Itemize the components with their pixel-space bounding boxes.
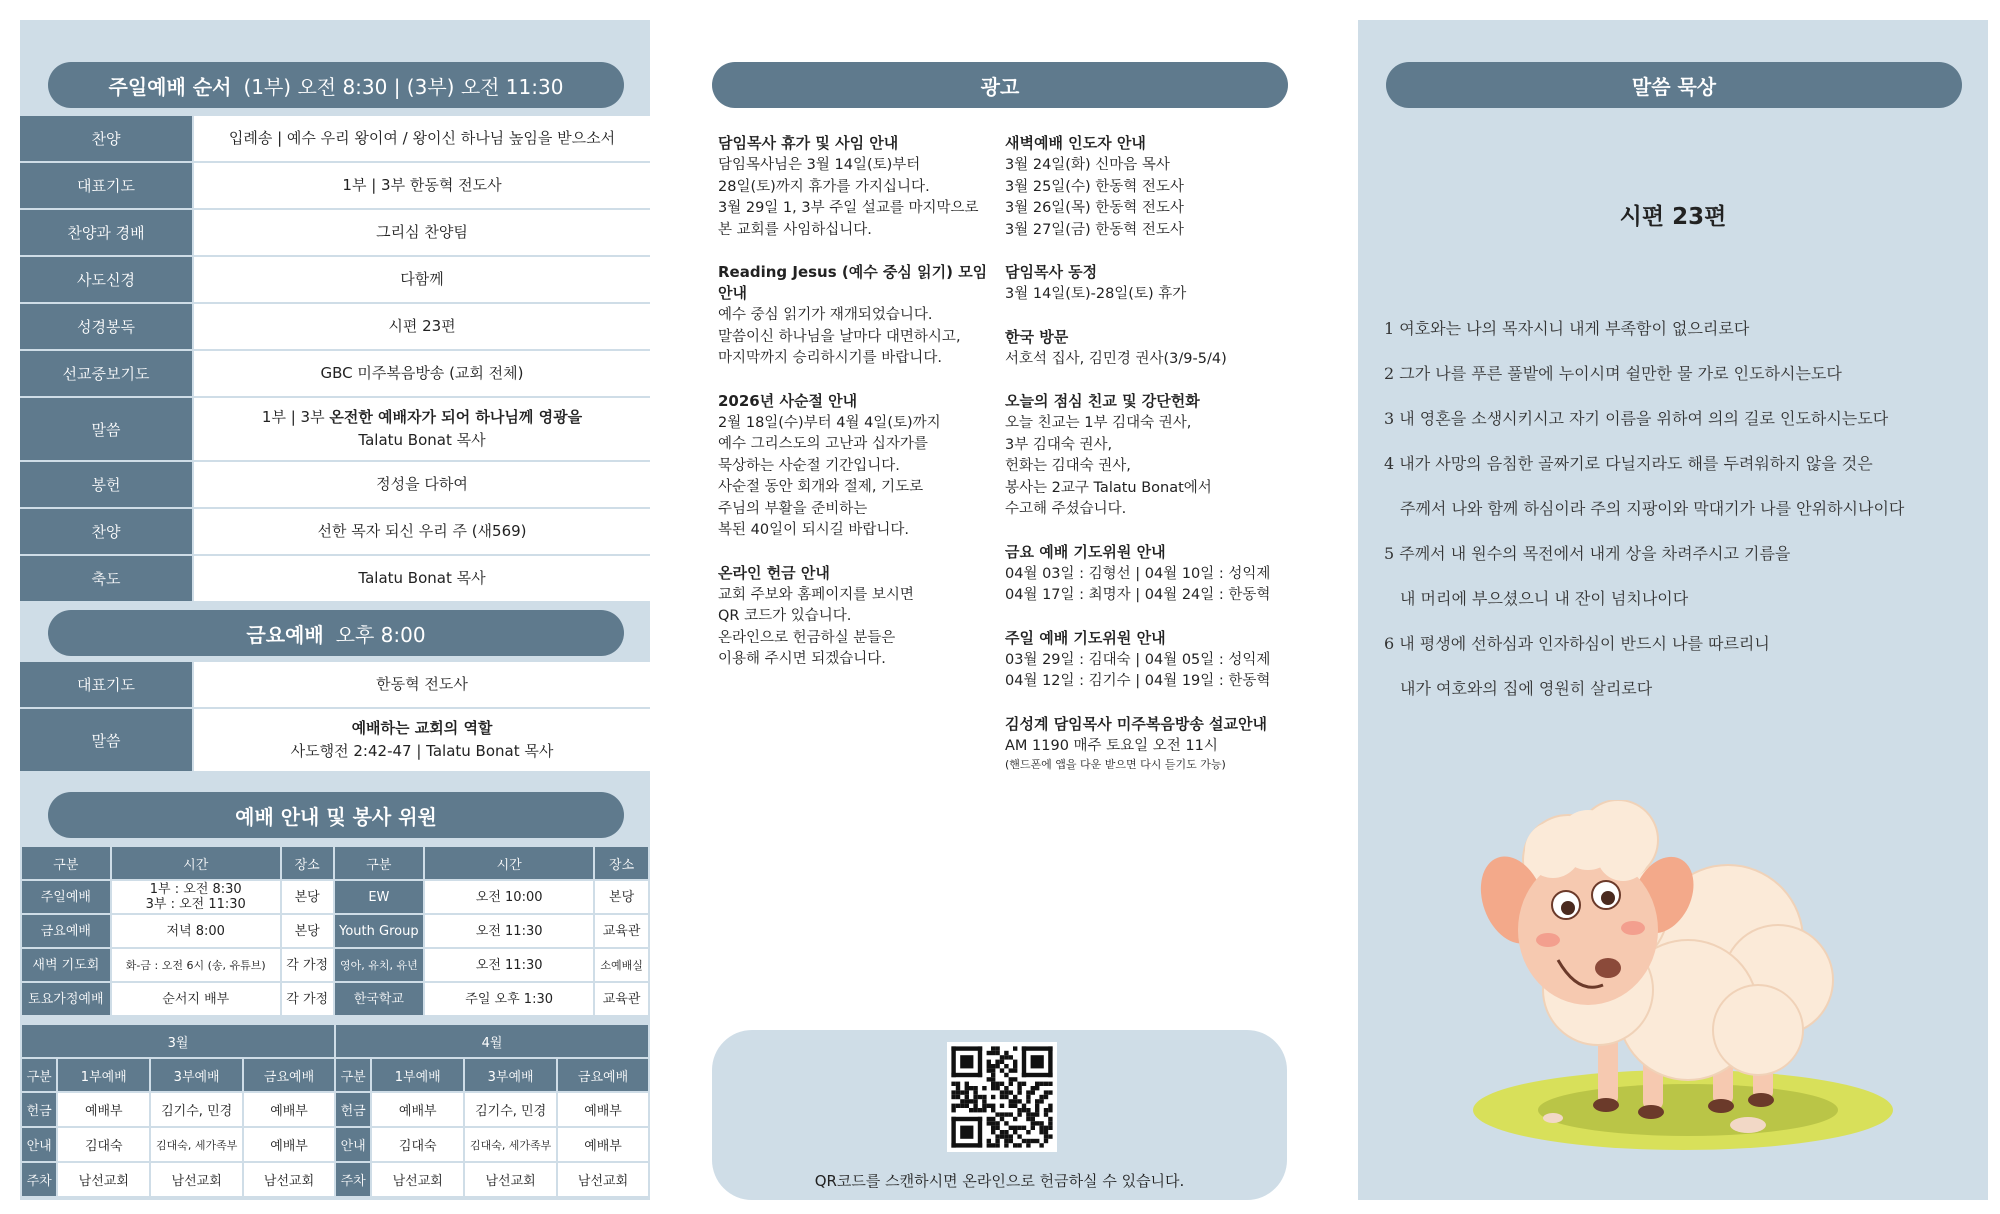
- announcement-line: 온라인으로 헌금하실 분들은: [718, 629, 896, 646]
- announcement-heading: 담임목사 동정: [1005, 263, 1098, 281]
- sunday-order-value: 정성을 다하여: [193, 461, 650, 508]
- guide-cell: 소예배실: [594, 948, 649, 982]
- announcement-body: [1005, 155, 1290, 241]
- announcement-line: 봉사는 2교구 Talatu Bonat에서: [1005, 479, 1212, 496]
- sunday-service-header: [48, 62, 624, 108]
- guide-cell: 순서지 배부: [111, 982, 281, 1016]
- duty-cell: 예배부: [57, 1092, 150, 1127]
- guide-row: [21, 948, 649, 982]
- friday-order-table: [20, 662, 650, 773]
- qr-section: [712, 1030, 1287, 1200]
- psalm-verse: 4 내가 사망의 음침한 골짜기로 다닐지라도 해를 두려워하지 않을 것은: [1384, 454, 1873, 473]
- announcement-line: 예수 중심 읽기가 재개되었습니다.: [718, 307, 933, 323]
- announcement: [718, 261, 998, 370]
- duty-col-header: 금요예배: [557, 1058, 649, 1092]
- announcement-heading: 주일 예배 기도위원 안내: [1005, 628, 1166, 647]
- ads-title: 광고: [980, 74, 1020, 99]
- duty-cell: 헌금: [335, 1092, 371, 1127]
- announcement-body: [1005, 413, 1290, 521]
- guide-cell: 본당: [281, 914, 334, 948]
- guide-cell: 교육관: [594, 982, 649, 1016]
- sunday-order-value: 다함께: [193, 256, 650, 303]
- sunday-order-label: 말씀: [20, 397, 193, 461]
- guide-cell: 저녁 8:00: [111, 914, 281, 948]
- psalm-verse: 1 여호와는 나의 목자시니 내게 부족함이 없으리로다: [1384, 319, 1750, 338]
- friday-time: 오후 8:00: [335, 622, 426, 647]
- announcement: [1005, 326, 1290, 371]
- sunday-order-label: 성경봉독: [20, 303, 193, 350]
- announcement-line: 03월 29일 : 김대숙 | 04월 05일 : 성익제: [1005, 651, 1271, 668]
- sunday-order-value: Talatu Bonat 목사: [193, 555, 650, 602]
- announcement-heading: 담임목사 휴가 및 사임 안내: [718, 134, 899, 152]
- duty-cell: 예배부: [557, 1127, 649, 1162]
- announcement-line: 예수 그리스도의 고난과 십자가를: [718, 436, 928, 452]
- guide-col-header: 구분: [21, 846, 111, 880]
- announcement-line: 묵상하는 사순절 기간입니다.: [718, 457, 900, 474]
- sunday-order-row: [20, 162, 650, 209]
- announcement: [1005, 390, 1290, 521]
- friday-order-row: [20, 708, 650, 772]
- sunday-order-label: 봉헌: [20, 461, 193, 508]
- duty-cell: 김기수, 민경: [464, 1092, 557, 1127]
- duty-row: [21, 1162, 649, 1197]
- duty-col-header: 3부예배: [150, 1058, 243, 1092]
- friday-order-row: [20, 662, 650, 708]
- guide-title: 예배 안내 및 봉사 위원: [235, 804, 437, 829]
- psalm-verse: 내가 여호와의 집에 영원히 살리로다: [1400, 679, 1653, 698]
- announcement-line: 3월 27일(금) 한동혁 전도사: [1005, 221, 1184, 238]
- duty-cell: 안내: [335, 1127, 371, 1162]
- duty-cell: 김대숙: [371, 1127, 464, 1162]
- psalm-verse: 주께서 나와 함께 하심이라 주의 지팡이와 막대기가 나를 안위하시나이다: [1400, 499, 1905, 518]
- guide-col-header: 장소: [594, 846, 649, 880]
- announcement-heading: 2026년 사순절 안내: [718, 391, 858, 410]
- announcement-line: 3월 29일 1, 3부 주일 설교를 마지막으로: [718, 200, 979, 216]
- duty-cell: 헌금: [21, 1092, 57, 1127]
- announcement-heading: 오늘의 점심 친교 및 강단헌화: [1005, 392, 1200, 410]
- sunday-order-row: [20, 209, 650, 256]
- sunday-time: (1부) 오전 8:30 | (3부) 오전 11:30: [243, 74, 564, 99]
- sunday-order-label: 대표기도: [20, 162, 193, 209]
- guide-row: [21, 914, 649, 948]
- psalm-verse: 2 그가 나를 푸른 풀밭에 누이시며 쉴만한 물 가로 인도하시는도다: [1384, 364, 1842, 383]
- sunday-order-label: 찬양과 경배: [20, 209, 193, 256]
- announcement-body: [1005, 564, 1290, 607]
- guide-cell: 주일 오후 1:30: [424, 982, 594, 1016]
- left-panel: [20, 20, 650, 1200]
- announcement-body: [1005, 284, 1290, 306]
- announcement-line: 3월 26일(목) 한동혁 전도사: [1005, 200, 1184, 216]
- duty-cell: 남선교회: [371, 1162, 464, 1197]
- announcement-line: 04월 03일 : 김형선 | 04월 10일 : 성익제: [1005, 565, 1271, 582]
- sunday-order-value: 그리심 찬양팀: [193, 209, 650, 256]
- announcement-line: 3월 14일(토)-28일(토) 휴가: [1005, 286, 1187, 302]
- qr-caption: QR코드를 스캔하시면 온라인으로 헌금하실 수 있습니다.: [814, 1172, 1185, 1190]
- duty-cell: 주차: [335, 1162, 371, 1197]
- sunday-order-value: GBC 미주복음방송 (교회 전체): [193, 350, 650, 397]
- guide-cell: 주일예배: [21, 880, 111, 914]
- announcement-line: 담임목사님은 3월 14일(토)부터: [718, 157, 921, 173]
- sunday-order-value: 시편 23편: [193, 303, 650, 350]
- friday-order-label: 대표기도: [20, 662, 193, 708]
- guide-header: [48, 792, 624, 838]
- announcement-line: 04월 17일 : 최명자 | 04월 24일 : 한동혁: [1005, 587, 1271, 603]
- announcement-line: 본 교회를 사임하십니다.: [718, 221, 872, 238]
- announcement-line: 2월 18일(수)부터 4월 4일(토)까지: [718, 414, 941, 431]
- sunday-order-value: 선한 목자 되신 우리 주 (새569): [193, 508, 650, 555]
- announcement-body: [1005, 650, 1290, 693]
- announcement-line: 교회 주보와 홈페이지를 보시면: [718, 586, 914, 603]
- friday-order-sermon-line: [195, 717, 649, 740]
- sunday-order-label: 사도신경: [20, 256, 193, 303]
- guide-col-header: 시간: [111, 846, 281, 880]
- sermon-title: 예배하는 교회의 역할: [351, 719, 493, 737]
- announcement-line: 3월 24일(화) 신마음 목사: [1005, 157, 1170, 173]
- announcement-line: 3월 25일(수) 한동혁 전도사: [1005, 178, 1184, 195]
- sermon-detail: Talatu Bonat 목사: [358, 431, 486, 449]
- duty-cell: 예배부: [371, 1092, 464, 1127]
- duty-col-header: 1부예배: [57, 1058, 150, 1092]
- sunday-order-row: [20, 508, 650, 555]
- duty-cell: 김대숙, 세가족부: [464, 1127, 557, 1162]
- guide-cell: 영아, 유치, 유년: [334, 948, 425, 982]
- guide-cell: 화-금 : 오전 6시 (송, 유튜브): [111, 948, 281, 982]
- friday-order-value: [193, 708, 650, 772]
- sunday-order-row: [20, 116, 650, 162]
- guide-cell: 1부 : 오전 8:30 3부 : 오전 11:30: [111, 880, 281, 914]
- guide-cell: EW: [334, 880, 425, 914]
- guide-cell: 각 가정: [281, 948, 334, 982]
- announcement-line: AM 1190 매주 토요일 오전 11시: [1005, 737, 1218, 754]
- guide-cell: 오전 11:30: [424, 914, 594, 948]
- duty-cell: 남선교회: [464, 1162, 557, 1197]
- duty-cell: 김대숙: [57, 1127, 150, 1162]
- guide-cell: 본당: [594, 880, 649, 914]
- announcement-body: [718, 413, 998, 542]
- announcement-heading: 금요 예배 기도위원 안내: [1005, 542, 1166, 561]
- announcement-line: QR 코드가 있습니다.: [718, 608, 852, 624]
- sunday-order-label: 찬양: [20, 116, 193, 162]
- announcement-line: 오늘 친교는 1부 김대숙 권사,: [1005, 415, 1192, 431]
- announcement-heading: 새벽예배 인도자 안내: [1005, 134, 1146, 152]
- announcement-line: 04월 12일 : 김기수 | 04월 19일 : 한동혁: [1005, 673, 1271, 689]
- announcement-line: 28일(토)까지 휴가를 가지십니다.: [718, 178, 930, 195]
- friday-title: 금요예배: [246, 622, 324, 647]
- duty-row: [21, 1127, 649, 1162]
- duty-cell: 김대숙, 세가족부: [150, 1127, 243, 1162]
- guide-cell: 한국학교: [334, 982, 425, 1016]
- announcement-line: 마지막까지 승리하시기를 바랍니다.: [718, 350, 942, 366]
- psalm-verse: 6 내 평생에 선하심과 인자하심이 반드시 나를 따르리니: [1384, 634, 1770, 653]
- sunday-order-table: [20, 116, 650, 603]
- duty-cell: 남선교회: [243, 1162, 335, 1197]
- announcement-line: 이용해 주시면 되겠습니다.: [718, 651, 886, 667]
- duty-cell: 남선교회: [150, 1162, 243, 1197]
- duty-cell: 김기수, 민경: [150, 1092, 243, 1127]
- announcement: [718, 132, 998, 241]
- meditation-title: 말씀 묵상: [1631, 74, 1717, 99]
- guide-col-header: 구분: [334, 846, 425, 880]
- guide-row: [21, 880, 649, 914]
- psalm-verse: 3 내 영혼을 소생시키시고 자기 이름을 위하여 의의 길로 인도하시는도다: [1384, 409, 1889, 428]
- guide-col-header: 시간: [424, 846, 594, 880]
- guide-cell: 오전 11:30: [424, 948, 594, 982]
- sunday-order-row: [20, 397, 650, 461]
- sermon-title: 온전한 예배자가 되어 하나님께 영광을: [329, 408, 583, 426]
- friday-service-header: [48, 610, 624, 656]
- sunday-order-row: [20, 303, 650, 350]
- duty-table: [20, 1023, 650, 1198]
- duty-col-header: 3부예배: [464, 1058, 557, 1092]
- announcement-line: 헌화는 김대숙 권사,: [1005, 458, 1131, 474]
- guide-cell: 오전 10:00: [424, 880, 594, 914]
- psalm-verse: 내 머리에 부으셨으니 내 잔이 넘치나이다: [1400, 589, 1689, 608]
- friday-order-value: 한동혁 전도사: [193, 662, 650, 708]
- guide-cell: 새벽 기도회: [21, 948, 111, 982]
- duty-col-header: 구분: [335, 1058, 371, 1092]
- announcement: [718, 390, 998, 542]
- guide-cell: 금요예배: [21, 914, 111, 948]
- guide-cell: Youth Group: [334, 914, 425, 948]
- duty-row: [21, 1092, 649, 1127]
- duty-month-march: 3월: [21, 1024, 335, 1058]
- sunday-order-label: 찬양: [20, 508, 193, 555]
- passage-title: 시편 23편: [1619, 204, 1727, 230]
- guide-cell: 교육관: [594, 914, 649, 948]
- announcement-body: [718, 305, 998, 370]
- sermon-detail: 사도행전 2:42-47 | Talatu Bonat 목사: [290, 742, 554, 760]
- sunday-order-row: [20, 350, 650, 397]
- announcement: [1005, 713, 1290, 774]
- duty-month-april: 4월: [335, 1024, 649, 1058]
- duty-cell: 예배부: [243, 1127, 335, 1162]
- guide-cell: 각 가정: [281, 982, 334, 1016]
- sheep-illustration: [1458, 800, 1898, 1180]
- duty-cell: 예배부: [243, 1092, 335, 1127]
- announcement-heading: 김성계 담임목사 미주복음방송 설교안내: [1005, 714, 1267, 733]
- sunday-order-sermon-line: [195, 406, 649, 429]
- right-panel: [1358, 20, 1988, 1200]
- duty-col-header: 구분: [21, 1058, 57, 1092]
- sunday-order-value: 1부 | 3부 한동혁 전도사: [193, 162, 650, 209]
- middle-panel: [712, 20, 1292, 1200]
- announcement-body: [718, 155, 998, 241]
- duty-cell: 남선교회: [557, 1162, 649, 1197]
- announcement: [1005, 261, 1290, 306]
- ads-left-column: [718, 132, 998, 691]
- worship-guide-table: [20, 845, 650, 1017]
- sunday-order-value: 입례송 | 예수 우리 왕이여 / 왕이신 하나님 높임을 받으소서: [193, 116, 650, 162]
- duty-cell: 주차: [21, 1162, 57, 1197]
- announcement-line: 주님의 부활을 준비하는: [718, 500, 868, 517]
- duty-cell: 예배부: [557, 1092, 649, 1127]
- friday-order-label: 말씀: [20, 708, 193, 772]
- ads-right-column: [1005, 132, 1290, 793]
- announcement-line: 사순절 동안 회개와 절제, 기도로: [718, 479, 924, 495]
- announcement-body: [1005, 736, 1290, 774]
- psalm-verse: 5 주께서 내 원수의 목전에서 내게 상을 차려주시고 기름을: [1384, 544, 1791, 563]
- announcement-heading: Reading Jesus (예수 중심 읽기) 모임 안내: [718, 263, 988, 302]
- ads-header: [712, 62, 1288, 108]
- announcement: [1005, 627, 1290, 693]
- qr-code-icon[interactable]: [947, 1042, 1057, 1152]
- psalm-text: [1384, 306, 1984, 711]
- guide-cell: 토요가정예배: [21, 982, 111, 1016]
- guide-cell: 본당: [281, 880, 334, 914]
- announcement-line: 말씀이신 하나님을 날마다 대면하시고,: [718, 328, 961, 345]
- announcement: [718, 562, 998, 671]
- announcement-note: (핸드폰에 앱을 다운 받으면 다시 듣기도 가능): [1005, 758, 1226, 771]
- sunday-order-value: [193, 397, 650, 461]
- announcement-heading: 온라인 헌금 안내: [718, 563, 830, 582]
- duty-col-header: 1부예배: [371, 1058, 464, 1092]
- announcement-body: [718, 585, 998, 671]
- announcement-line: 서호석 집사, 김민경 권사(3/9-5/4): [1005, 350, 1227, 367]
- guide-row: [21, 982, 649, 1016]
- duty-col-header: 금요예배: [243, 1058, 335, 1092]
- sermon-prefix: 1부 | 3부: [261, 408, 330, 426]
- announcement-heading: 한국 방문: [1005, 327, 1069, 346]
- announcement-body: [1005, 349, 1290, 371]
- guide-col-header: 장소: [281, 846, 334, 880]
- announcement-line: 복된 40일이 되시길 바랍니다.: [718, 522, 909, 538]
- announcement: [1005, 132, 1290, 241]
- duty-cell: 안내: [21, 1127, 57, 1162]
- sunday-order-row: [20, 555, 650, 602]
- announcement: [1005, 541, 1290, 607]
- sunday-order-row: [20, 256, 650, 303]
- sunday-order-row: [20, 461, 650, 508]
- sunday-order-label: 축도: [20, 555, 193, 602]
- meditation-header: [1386, 62, 1962, 108]
- sunday-order-label: 선교중보기도: [20, 350, 193, 397]
- sunday-title: 주일예배 순서: [108, 74, 232, 99]
- announcement-line: 수고해 주셨습니다.: [1005, 501, 1127, 517]
- announcement-line: 3부 김대숙 권사,: [1005, 436, 1113, 453]
- duty-cell: 남선교회: [57, 1162, 150, 1197]
